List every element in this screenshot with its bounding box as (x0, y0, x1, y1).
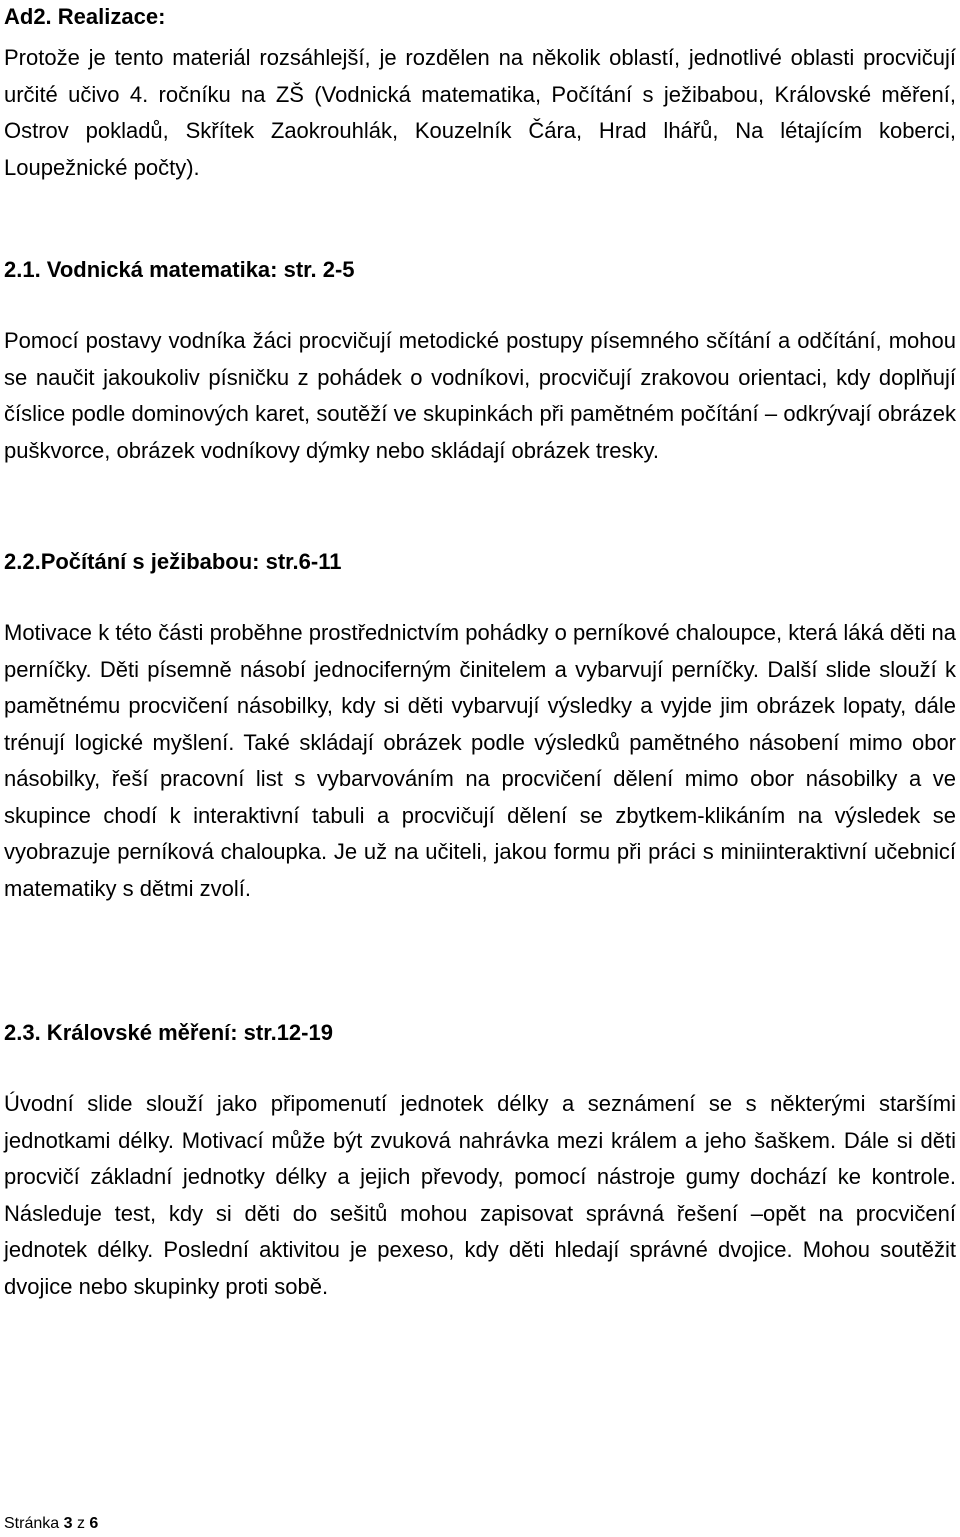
section-paragraph-jezibaba: Motivace k této části proběhne prostřednictvím pohádky o perníkové chaloupce, která láká děti na perníčky. Děti písemně násobí jednociferným činitelem a vybarvují perníčky. Další slide slouží k pamětnému procvičení násobilky, kdy si děti vybarvují výsledky a vyjde jim obrázek lopaty, dále trénují logické myšlení. Také skládají obrázek podle výsledků pamětného násobení mimo obor násobilky, řeší pracovní list s vybarvováním na procvičení dělení mimo obor násobilky a ve skupince chodí k interaktivní tabuli a procvičují dělení se zbytkem-klikáním na výsledek se vyobrazuje perníková chaloupka. Je už na učiteli, jakou formu při práci s miniinteraktivní učebnicí matematiky s dětmi zvolí. (4, 620, 956, 901)
main-heading: Ad2. Realizace: (4, 4, 166, 29)
section-paragraph-vodnicka: Pomocí postavy vodníka žáci procvičují metodické postupy písemného sčítání a odčítání, mohou se naučit jakoukoliv písničku z pohádek o vodníkovi, procvičují zrakovou orientaci, kdy doplňují číslice podle dominových karet, soutěží ve skupinkách při pamětném počítání – odkrývají obrázek puškvorce, obrázek vodníkovy dýmky nebo skládají obrázek tresky. (4, 328, 956, 463)
section-heading-kralovske: 2.3. Královské měření: str.12-19 (4, 1020, 333, 1045)
intro-paragraph: Protože je tento materiál rozsáhlejší, je rozdělen na několik oblastí, jednotlivé oblasti procvičují určité učivo 4. ročníku na ZŠ (Vodnická matematika, Počítání s ježibabou, Královské měření, Ostrov pokladů, Skřítek Zaokrouhlák, Kouzelník Čára, Hrad lhářů, Na létajícím koberci, Loupežnické počty). (4, 45, 956, 180)
footer-page-number: 3 (63, 1515, 73, 1532)
footer-label: Stránka (4, 1515, 60, 1532)
page-footer (4, 1514, 98, 1534)
footer-separator: z (76, 1515, 85, 1532)
section-heading-vodnicka: 2.1. Vodnická matematika: str. 2-5 (4, 257, 355, 282)
footer-page-total: 6 (89, 1515, 99, 1532)
section-heading-jezibaba: 2.2.Počítání s ježibabou: str.6-11 (4, 549, 342, 574)
section-paragraph-kralovske: Úvodní slide slouží jako připomenutí jednotek délky a seznámení se s některými staršími jednotkami délky. Motivací může být zvuková nahrávka mezi králem a jeho šaškem. Dále si děti procvičí základní jednotky délky a jejich převody, pomocí nástroje gumy dochází ke kontrole. Následuje test, kdy si děti do sešitů mohou zapisovat správná řešení –opět na procvičení jednotek délky. Poslední aktivitou je pexeso, kdy děti hledají správné dvojice. Mohou soutěžit dvojice nebo skupinky proti sobě. (4, 1091, 956, 1299)
